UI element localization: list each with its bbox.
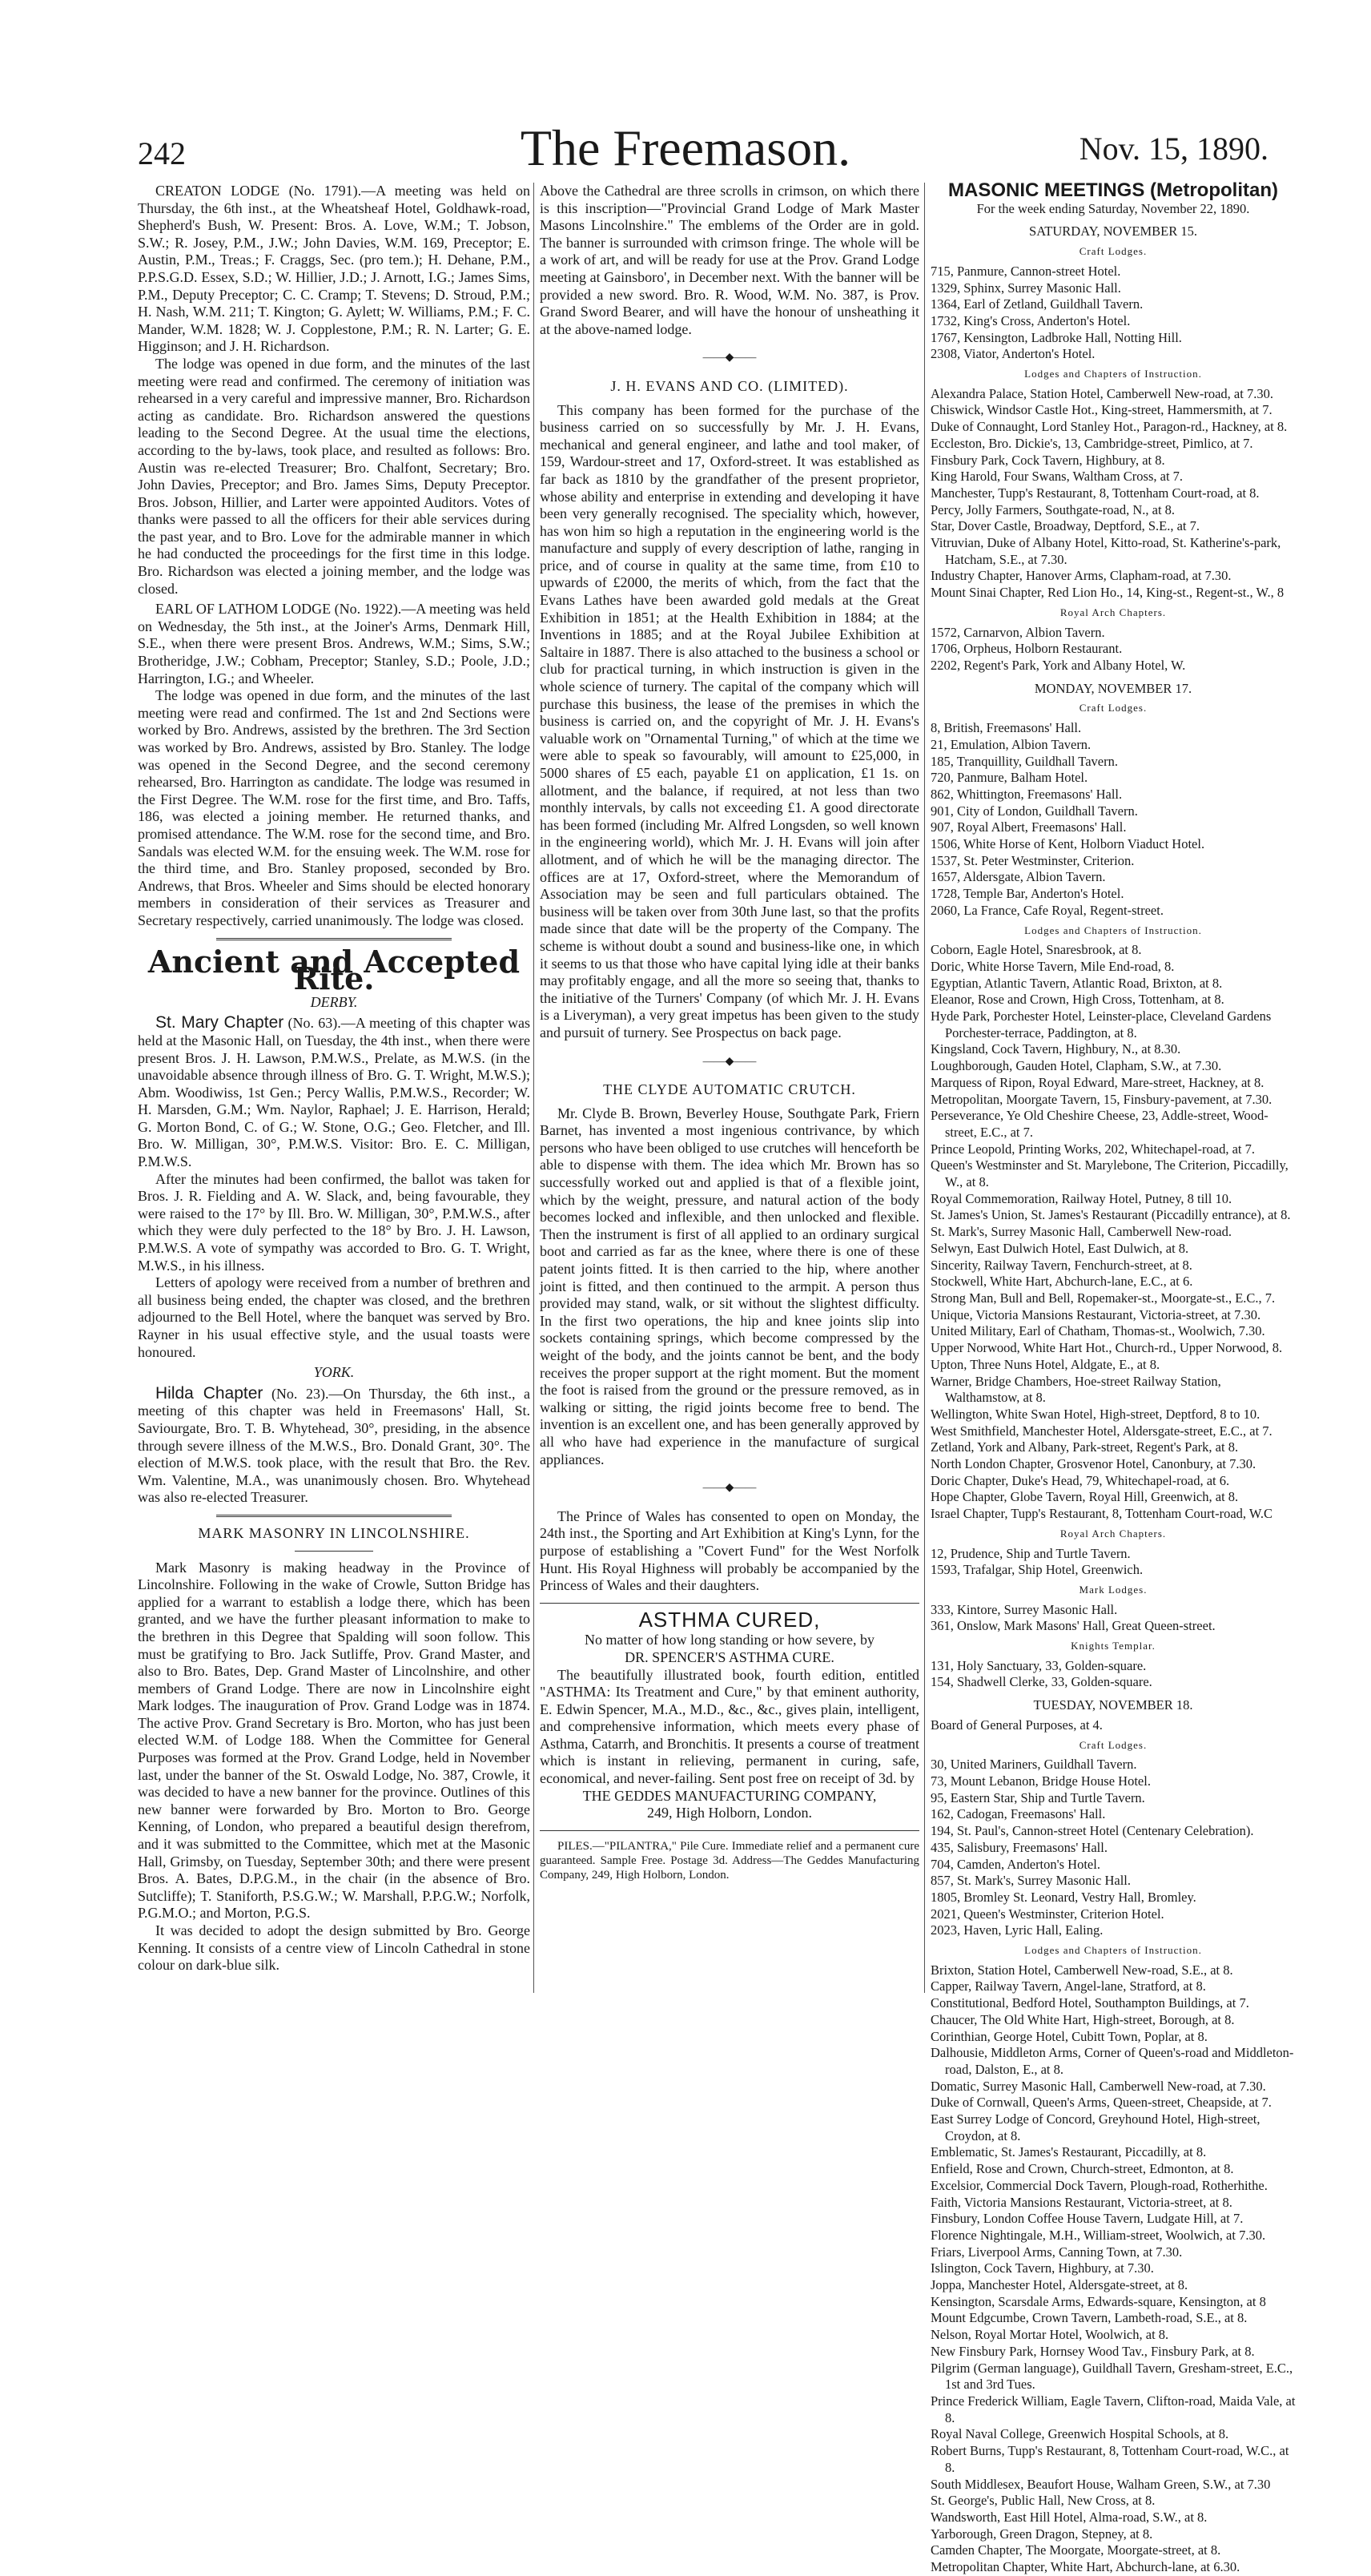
advert-rule: [540, 1830, 919, 1831]
meeting-entry: Domatic, Surrey Masonic Hall, Camberwell New-road, at 7.30.: [931, 2078, 1266, 2094]
meeting-entry: Robert Burns, Tupp's Restaurant, 8, Tottenham Court-road, W.C., at 8.: [931, 2443, 1289, 2475]
article-paragraph: The lodge was opened in due form, and the minutes of the last meeting were read and confirmed. The 1st and 2nd Sections were worked by Bro. Andrews, assisted by the brethren. The 3rd Section was worked by Bro. Andrews, assisted by Bro. Stanley. The lodge was opened in the Second Degree, and the second ceremony rehearsed, Bro. Harrington as candidate. The lodge was resumed in the First Degree. The W.M. rose for the first time, and Bro. Taffs, 186, was elected a joining member. He returned thanks, and promised attendance. The W.M. rose for the second time, and Bro. Sandals was elected W.M. for the ensuing week. The W.M. rose for the third time, and Bro. Stanley proposed, seconded by Bro. Andrews, that Bros. Wheeler and Sims should be elected honorary members in consideration of their services as Treasurer and Secretary respectively, carried unanimously. The lodge was closed.: [138, 687, 530, 928]
meeting-entry: 2021, Queen's Westminster, Criterion Hotel.: [931, 1906, 1164, 1922]
meeting-entry: 435, Salisbury, Freemasons' Hall.: [931, 1839, 1108, 1855]
page-number: 242: [138, 135, 186, 171]
article-paragraph: After the minutes had been confirmed, the ballot was taken for Bros. J. R. Fielding and A. W. Slack, and, being favourable, they were raised to the 17° by Ill. Bro. W. Milligan, 30°, P.M.W.S., after which they were duly perfected to the 18° by Bro. J. H. Lawson, P.M.W.S. A vote of sympathy was accorded to Bro. G. T. Wright, M.W.S., in his illness.: [138, 1170, 530, 1274]
meeting-entry: Loughborough, Gauden Hotel, Clapham, S.W., at 7.30.: [931, 1058, 1222, 1074]
chapter-name: Hilda Chapter: [155, 1383, 263, 1403]
meeting-entry: 131, Holy Sanctuary, 33, Golden-square.: [931, 1657, 1147, 1673]
article-clyde-crutch: Mr. Clyde B. Brown, Beverley House, Southgate Park, Friern Barnet, has invented a most ingenious contrivance, by which persons who have been obliged to use crutches will henceforth be able to dispense with them. The idea which Mr. Brown has so successfully worked out and applied is that of a flexible joint, which by the weight, pressure, and natural action of the body becomes locked and inflexible, and then unlocked and flexible. Then the instrument is first of all applied to an ordinary surgical boot and carried as far as the knee, where there is one of these patent joints fitted. It is then carried to the hip, where another joint is fitted, and then continued to the armpit. A person thus provided may stand, walk, or sit without the slightest difficulty. In the first two operations, the hip and knee joints slip into sockets containing springs, which become compressed by the weight of the body, and the joints cannot be bent, and the body receives the proper support at the right moment. But the moment the foot is raised from the ground or the pressure removed, as in walking or sitting, the rigid joints become free to bend. The invention is an excellent one, and has been generally approved by all who have had experience in the manufacture of surgical appliances.: [540, 1105, 919, 1467]
meetings-list: [931, 223, 1296, 2575]
meeting-entry: Vitruvian, Duke of Albany Hotel, Kitto-road, St. Katherine's-park, Hatcham, S.E., at 7.30.: [931, 535, 1281, 567]
meeting-entry: Duke of Connaught, Lord Stanley Hot., Paragon-rd., Hackney, at 8.: [931, 419, 1288, 435]
meeting-entry: Manchester, Tupp's Restaurant, 8, Tottenham Court-road, at 8.: [931, 485, 1260, 501]
meeting-entry: Selwyn, East Dulwich Hotel, East Dulwich, at 8.: [931, 1240, 1189, 1256]
advert-company: THE GEDDES MANUFACTURING COMPANY,: [582, 1787, 877, 1804]
article-evans: This company has been formed for the purchase of the business carried on so successfully by Mr. J. H. Evans, mechanical and general engineer, and lathe and tool maker, of 159, Wardour-street and 17, Oxford-street. It was established as far back as 1810 by the grandfather of the present proprietor, whose ability and enterprise in extending and developing it have been very generally recognised. The speciality which, however, has won him so high a reputation in the engineering world is the manufacture and supply of every description of lathe, ranging in price, and of course in quality at the same time, from £10 to upwards of £2000, the merits of which, from the fact that the Evans Lathes have been awarded gold medals at the Great Exhibition in 1851; at the Health Exhibition in 1884; at the Inventions in 1885; and at the Royal Jubilee Exhibition at Saltaire in 1887. There is also attached to the business a school or club for practical turning, in which instruction is given in the whole science of turnery. The capital of the company which will purchase this business, the lease of the premises in which the business is carried on, and the copyright of Mr. J. H. Evans's valuable work on "Ornamental Turning," of which at the time we were able to speak so favourably, will amount to £25,000, in 5000 shares of £5 each, payable £1 on application, £1 1s. on allotment, and the balance, if required, at not less than two monthly intervals, by calls not exceeding £1. A good directorate has been formed (including Mr. Alfred Longsden, so well known in the engineering world), which Mr. J. H. Evans will join after allotment, and of which he will be the managing director. The offices are at 17, Oxford-street, where the Memorandum of Association may be seen and full particulars obtained. The business will be taken over from 30th June last, so that the profits made since that date will be the property of the Company. The scheme is without doubt a sound and business-like one, in which it seems to us that those who have capital lying idle at their banks may profitably engage, and all the more so seeing that, thanks to the initiative of the Turners' Company (of which Mr. J. H. Evans is a Liveryman), a very great impetus has been given to the study and pursuit of turnery. See Prospectus on back page.: [540, 401, 919, 1040]
meeting-entry: Board of General Purposes, at 4.: [931, 1717, 1103, 1733]
advert-address: 249, High Holborn, London.: [647, 1805, 812, 1821]
meeting-entry: Queen's Westminster and St. Marylebone, The Criterion, Piccadilly, W., at 8.: [931, 1157, 1289, 1190]
meeting-entry: 1364, Earl of Zetland, Guildhall Tavern.: [931, 296, 1144, 312]
meeting-entry: 1706, Orpheus, Holborn Restaurant.: [931, 641, 1123, 657]
meeting-entry: 1732, King's Cross, Anderton's Hotel.: [931, 312, 1131, 328]
meeting-entry: St. Mark's, Surrey Masonic Hall, Camberwell New-road.: [931, 1224, 1232, 1240]
article-paragraph: The lodge was opened in due form, and the minutes of the last meeting were read and confirmed. The ceremony of initiation was rehearsed in a very careful and impressive manner, Bro. Richardson acting as candidate. Bro. Richardson answered the questions leading to the Second Degree. At the usual time the elections, according to the by-laws, took place, and resulted as follows: Bro. Austin was re-elected Treasurer; Bro. Chalfont, Secretary; Bro. John Davies, Preceptor; and Bro. James Sims, Deputy Preceptor. Bros. Jobson, Hillier, and Larter were appointed Auditors. Votes of thanks were passed to all the officers for their able services during the past year, and to Bro. Love for the admirable manner in which he had conducted the proceedings for the first time in this lodge. Bro. Richardson was elected a joining member, and the lodge was closed.: [138, 355, 530, 597]
meeting-entry: 73, Mount Lebanon, Bridge House Hotel.: [931, 1773, 1151, 1789]
section-heading-ancient-rite: Ancient and Accepted Rite.: [147, 943, 521, 997]
article-paragraph: Letters of apology were received from a number of brethren and all business being ended, the chapter was closed, and the brethren adjourned to the Bell Hotel, where the banquet was served by Bro. Rayner in his usual effective style, and the usual toasts were honoured.: [138, 1274, 530, 1360]
meeting-entry: Florence Nightingale, M.H., William-street, Woolwich, at 7.30.: [931, 2227, 1266, 2243]
meeting-entry: Chiswick, Windsor Castle Hot., King-street, Hammersmith, at 7.: [931, 402, 1272, 418]
section-rule: [216, 938, 452, 940]
meeting-entry: Constitutional, Bedford Hotel, Southampton Buildings, at 7.: [931, 1995, 1249, 2011]
meeting-entry: 2023, Haven, Lyric Hall, Ealing.: [931, 1922, 1104, 1938]
meeting-entry: St. George's, Public Hall, New Cross, at 8.: [931, 2493, 1156, 2509]
meeting-kind-heading: Royal Arch Chapters.: [1059, 1527, 1167, 1540]
meeting-kind-heading: Knights Templar.: [1071, 1640, 1156, 1652]
meeting-entry: Finsbury, London Coffee House Tavern, Ludgate Hill, at 7.: [931, 2211, 1244, 2227]
meeting-entry: Royal Commemoration, Railway Hotel, Putney, 8 till 10.: [931, 1190, 1232, 1206]
chapter-name: St. Mary Chapter: [155, 1013, 284, 1032]
meeting-entry: Upper Norwood, White Hart Hot., Church-rd., Upper Norwood, 8.: [931, 1340, 1283, 1356]
section-rule: [216, 1515, 452, 1517]
meeting-entry: Percy, Jolly Farmers, Southgate-road, N., at 8.: [931, 501, 1176, 517]
article-text: (No. 23).—On Thursday, the 6th inst., a meeting of this chapter was held in Freemasons' Hall, St. Saviourgate, Bro. T. B. Whytehead, 30°, presiding, in the absence through severe illness of the M.W.S., Bro. Donald Grant, 30°. The election of M.W.S. took place, with the result that Bro. the Rev. Wm. Valentine, M.A., was unanimously chosen. Bro. Whytehead was also re-elected Treasurer.: [138, 1385, 530, 1506]
meeting-entry: Unique, Victoria Mansions Restaurant, Victoria-street, at 7.30.: [931, 1306, 1261, 1322]
meeting-entry: 194, St. Paul's, Cannon-street Hotel (Centenary Celebration).: [931, 1823, 1254, 1839]
meeting-entry: Stockwell, White Hart, Abchurch-lane, E.C., at 6.: [931, 1274, 1193, 1290]
day-heading: SATURDAY, NOVEMBER 15.: [1029, 223, 1197, 239]
meeting-entry: Brixton, Station Hotel, Camberwell New-road, S.E., at 8.: [931, 1962, 1233, 1978]
meeting-entry: South Middlesex, Beaufort House, Walham Green, S.W., at 7.30: [931, 2476, 1271, 2492]
meeting-kind-heading: Mark Lodges.: [1079, 1583, 1148, 1596]
meeting-entry: 1805, Bromley St. Leonard, Vestry Hall, Bromley.: [931, 1889, 1196, 1905]
meeting-entry: United Military, Earl of Chatham, Thomas-st., Woolwich, 7.30.: [931, 1323, 1265, 1339]
meeting-entry: Metropolitan, Moorgate Tavern, 15, Finsbury-pavement, at 7.30.: [931, 1091, 1272, 1107]
meeting-entry: 862, Whittington, Freemasons' Hall.: [931, 786, 1123, 802]
meeting-kind-heading: Craft Lodges.: [1079, 245, 1148, 258]
meeting-entry: North London Chapter, Grosvenor Hotel, Canonbury, at 7.30.: [931, 1456, 1256, 1472]
advert-subline: No matter of how long standing or how severe, by: [585, 1632, 874, 1648]
meeting-entry: Finsbury Park, Cock Tavern, Highbury, at 8.: [931, 452, 1165, 468]
meeting-entry: 901, City of London, Guildhall Tavern.: [931, 803, 1138, 819]
meeting-entry: Enfield, Rose and Crown, Church-street, Edmonton, at 8.: [931, 2161, 1234, 2177]
section-heading-evans: J. H. EVANS AND CO. (LIMITED).: [610, 377, 849, 394]
meeting-entry: 1657, Aldersgate, Albion Tavern.: [931, 869, 1106, 885]
meeting-entry: Hyde Park, Porchester Hotel, Leinster-place, Cleveland Gardens Porchester-terrace, Paddington, at 8.: [931, 1008, 1272, 1040]
advert-piles: PILES.—"PILANTRA," Pile Cure. Immediate relief and a permanent cure guaranteed. Sample Free. Postage 3d. Address—The Geddes Manufacturing Company, 249, High Holborn, London.: [540, 1839, 919, 1882]
meeting-entry: Perseverance, Ye Old Cheshire Cheese, 23, Addle-street, Wood-street, E.C., at 7.: [931, 1108, 1268, 1140]
meeting-entry: 333, Kintore, Surrey Masonic Hall.: [931, 1601, 1118, 1617]
meeting-entry: Sincerity, Railway Tavern, Fenchurch-street, at 8.: [931, 1257, 1192, 1273]
meeting-entry: Mount Edgcumbe, Crown Tavern, Lambeth-road, S.E., at 8.: [931, 2310, 1248, 2326]
meeting-entry: Nelson, Royal Mortar Hotel, Woolwich, at 8.: [931, 2327, 1169, 2343]
meeting-entry: 704, Camden, Anderton's Hotel.: [931, 1856, 1100, 1872]
meeting-entry: Zetland, York and Albany, Park-street, Regent's Park, at 8.: [931, 1439, 1239, 1455]
meeting-entry: Eccleston, Bro. Dickie's, 13, Cambridge-street, Pimlico, at 7.: [931, 435, 1253, 451]
meeting-entry: Royal Naval College, Greenwich Hospital Schools, at 8.: [931, 2426, 1229, 2442]
meeting-entry: Emblematic, St. James's Restaurant, Piccadilly, at 8.: [931, 2144, 1207, 2160]
meeting-kind-heading: Lodges and Chapters of Instruction.: [1024, 1944, 1202, 1957]
meeting-entry: 1506, White Horse of Kent, Holborn Viaduct Hotel.: [931, 836, 1205, 852]
meeting-entry: 185, Tranquillity, Guildhall Tavern.: [931, 753, 1118, 769]
newspaper-title: The Freemason.: [520, 119, 851, 176]
meeting-entry: 1537, St. Peter Westminster, Criterion.: [931, 852, 1135, 868]
column-rule: [924, 183, 925, 1993]
meeting-entry: Chaucer, The Old White Hart, High-street, Borough, at 8.: [931, 2011, 1235, 2027]
article-prince-of-wales: The Prince of Wales has consented to open on Monday, the 24th inst., the Sporting and Art Exhibition at King's Lynn, for the purpose of establishing a "Covert Fund" for the West Norfolk Hunt. His Royal Highness will probably be accompanied by the Princess of Wales and their daughters.: [540, 1507, 919, 1594]
article-text: (No. 63).—A meeting of this chapter was held at the Masonic Hall, on Tuesday, the 4th inst., when there were present Bros. J. H. Lawson, P.M.W.S., Prelate, as M.W.S. (in the unavoidable absence through illness of Bro. G. T. Wright, M.W.S.); Abm. Woodiwiss, 1st Gen.; Percy Wallis, P.M.W.S., Recorder; W. H. Marsden, G.M.; Wm. Naylor, Raphael; J. E. Harrison, Herald; G. Morton Bond, C. of G.; W. Stone, O.G.; Geo. Fletcher, and Ill. Bro. W. Milligan, 30°, P.M.W.S. Visitor: Bro. E. C. Milligan, P.M.W.S.: [138, 1015, 530, 1170]
day-heading: MONDAY, NOVEMBER 17.: [1034, 680, 1192, 696]
advert-asthma-text: The beautifully illustrated book, fourth edition, entitled "ASTHMA: Its Treatment and Cure," by that eminent authority, E. Edwin Spencer, M.A., M.D., &c., &c., gives plain, intelligent, and comprehensive information, which meets every phase of Asthma, Catarrh, and Bronchitis. It presents a course of treatment which is instant in relieving, permanent in curing, safe, economical, and never-failing. Sent post free on receipt of 3d. by: [540, 1666, 919, 1787]
section-heading-clyde: THE CLYDE AUTOMATIC CRUTCH.: [603, 1081, 856, 1098]
meeting-entry: 162, Cadogan, Freemasons' Hall.: [931, 1806, 1106, 1822]
meeting-entry: Wellington, White Swan Hotel, High-street, Deptford, 8 to 10.: [931, 1406, 1260, 1422]
meeting-entry: Camden Chapter, The Moorgate, Moorgate-street, at 8.: [931, 2542, 1221, 2558]
meeting-entry: Metropolitan Chapter, White Hart, Abchurch-lane, at 6.30.: [931, 2559, 1240, 2575]
article-st-mary-chapter: [138, 1014, 530, 1170]
meeting-entry: Excelsior, Commercial Dock Tavern, Plough-road, Rotherhithe.: [931, 2177, 1268, 2193]
meeting-entry: Corinthian, George Hotel, Cubitt Town, Poplar, at 8.: [931, 2028, 1208, 2044]
meeting-entry: Prince Frederick William, Eagle Tavern, Clifton-road, Maida Vale, at 8.: [931, 2393, 1296, 2425]
meeting-entry: 2202, Regent's Park, York and Albany Hotel, W.: [931, 657, 1186, 673]
meeting-entry: Wandsworth, East Hill Hotel, Alma-road, S.W., at 8.: [931, 2509, 1208, 2525]
column-rule: [533, 183, 534, 1993]
meeting-kind-heading: Craft Lodges.: [1079, 1738, 1148, 1751]
place-heading-york: YORK.: [313, 1364, 355, 1381]
article-hilda-chapter: [138, 1385, 530, 1507]
meeting-entry: Duke of Cornwall, Queen's Arms, Queen-street, Cheapside, at 7.: [931, 2095, 1272, 2111]
article-paragraph: It was decided to adopt the design submitted by Bro. George Kenning. It consists of a centre view of Lincoln Cathedral in stone colour on dark-blue silk.: [138, 1922, 530, 1974]
meeting-entry: St. James's Union, St. James's Restaurant (Piccadilly entrance), at 8.: [931, 1207, 1291, 1223]
advert-subline: DR. SPENCER'S ASTHMA CURE.: [625, 1648, 834, 1665]
column-1: [138, 183, 530, 1974]
meeting-entry: 907, Royal Albert, Freemasons' Hall.: [931, 819, 1127, 835]
ornament-divider: ——◆——: [702, 352, 757, 364]
meeting-entry: Hope Chapter, Globe Tavern, Royal Hill, Greenwich, at 8.: [931, 1489, 1239, 1505]
meeting-entry: Egyptian, Atlantic Tavern, Atlantic Road, Brixton, at 8.: [931, 975, 1223, 991]
meeting-entry: Eleanor, Rose and Crown, High Cross, Tottenham, at 8.: [931, 992, 1224, 1008]
meeting-entry: Joppa, Manchester Hotel, Aldersgate-street, at 8.: [931, 2277, 1188, 2293]
meeting-entry: Faith, Victoria Mansions Restaurant, Victoria-street, at 8.: [931, 2194, 1232, 2210]
article-cathedral-banner: Above the Cathedral are three scrolls in crimson, on which there is this inscription—"Provincial Grand Lodge of Mark Master Masons Lincolnshire." The emblems of the Order are in gold. The banner is surrounded with crimson fringe. The whole will be a work of art, and will be ready for use at the Prov. Grand Lodge meeting at Gainsboro', in December next. With the banner will be provided a new sword. Bro. R. Wood, W.M. No. 387, is Prov. Grand Sword Bearer, and will have the honour of unsheathing it at the above-named lodge.: [540, 183, 919, 337]
meeting-entry: Dalhousie, Middleton Arms, Corner of Queen's-road and Middleton-road, Dalston, E., at 8.: [931, 2045, 1294, 2077]
meeting-entry: 2308, Viator, Anderton's Hotel.: [931, 346, 1096, 362]
masonic-meetings-heading: MASONIC MEETINGS (Metropolitan): [948, 179, 1278, 201]
meeting-entry: 1593, Trafalgar, Ship Hotel, Greenwich.: [931, 1562, 1144, 1578]
day-heading: TUESDAY, NOVEMBER 18.: [1033, 1697, 1193, 1713]
meeting-entry: 361, Onslow, Mark Masons' Hall, Great Queen-street.: [931, 1618, 1216, 1634]
ornament-divider: ——◆——: [702, 1055, 757, 1068]
meeting-entry: 1572, Carnarvon, Albion Tavern.: [931, 624, 1105, 640]
meeting-entry: Yarborough, Green Dragon, Stepney, at 8.: [931, 2526, 1153, 2542]
advert-heading-asthma: ASTHMA CURED,: [638, 1607, 821, 1632]
meeting-entry: 1728, Temple Bar, Anderton's Hotel.: [931, 886, 1124, 902]
meeting-entry: Doric Chapter, Duke's Head, 79, Whitechapel-road, at 6.: [931, 1472, 1230, 1488]
meeting-kind-heading: Craft Lodges.: [1079, 702, 1148, 714]
meeting-entry: Strong Man, Bull and Bell, Ropemaker-st., Moorgate-st., E.C., 7.: [931, 1290, 1276, 1306]
meeting-entry: Industry Chapter, Hanover Arms, Clapham-road, at 7.30.: [931, 568, 1232, 584]
meeting-entry: 1767, Kensington, Ladbroke Hall, Notting Hill.: [931, 329, 1182, 345]
meeting-entry: Kingsland, Cock Tavern, Highbury, N., at 8.30.: [931, 1041, 1181, 1057]
meeting-entry: 2060, La France, Cafe Royal, Regent-street.: [931, 902, 1164, 918]
masonic-meetings-subheading: For the week ending Saturday, November 22, 1890.: [976, 200, 1250, 216]
meeting-entry: 21, Emulation, Albion Tavern.: [931, 736, 1092, 752]
meeting-entry: Marquess of Ripon, Royal Edward, Mare-street, Hackney, at 8.: [931, 1074, 1264, 1090]
meeting-entry: Islington, Cock Tavern, Highbury, at 7.30.: [931, 2260, 1154, 2276]
meeting-entry: Coborn, Eagle Hotel, Snaresbrook, at 8.: [931, 942, 1142, 958]
meeting-entry: West Smithfield, Manchester Hotel, Aldersgate-street, E.C., at 7.: [931, 1423, 1272, 1439]
meeting-entry: 12, Prudence, Ship and Turtle Tavern.: [931, 1545, 1131, 1561]
meeting-kind-heading: Royal Arch Chapters.: [1059, 606, 1167, 618]
meeting-entry: Warner, Bridge Chambers, Hoe-street Railway Station, Walthamstow, at 8.: [931, 1373, 1221, 1406]
meeting-entry: 720, Panmure, Balham Hotel.: [931, 770, 1088, 786]
section-heading-mark-masonry: MARK MASONRY IN LINCOLNSHIRE.: [198, 1524, 470, 1541]
article-lathom-lodge: EARL OF LATHOM LODGE (No. 1922).—A meeting was held on Wednesday, the 5th inst., at the Joiner's Arms, Denmark Hill, S.E., when there were present Bros. Andrews, W.M.; Sims, S.W.; Brotheridge, J.W.; Cobham, Preceptor; Stanley, S.D.; Poole, J.D.; Harrington, I.G.; and Wheeler.: [138, 601, 530, 686]
meeting-entry: 30, United Mariners, Guildhall Tavern.: [931, 1757, 1137, 1773]
meeting-entry: Friars, Liverpool Arms, Canning Town, at 7.30.: [931, 2244, 1183, 2260]
meeting-entry: 1329, Sphinx, Surrey Masonic Hall.: [931, 280, 1121, 296]
meeting-kind-heading: Lodges and Chapters of Instruction.: [1024, 368, 1202, 380]
heading-rule: [295, 1551, 373, 1552]
ornament-divider: ——◆——: [702, 1482, 757, 1495]
meeting-entry: Doric, White Horse Tavern, Mile End-road, 8.: [931, 958, 1175, 974]
meeting-kind-heading: Lodges and Chapters of Instruction.: [1024, 924, 1202, 936]
issue-date: Nov. 15, 1890.: [1079, 131, 1268, 167]
meeting-entry: King Harold, Four Swans, Waltham Cross, at 7.: [931, 469, 1184, 485]
meeting-entry: Israel Chapter, Tupp's Restaurant, 8, Tottenham Court-road, W.C: [931, 1506, 1273, 1522]
meeting-entry: Prince Leopold, Printing Works, 202, Whitechapel-road, at 7.: [931, 1141, 1255, 1157]
meeting-entry: 8, British, Freemasons' Hall.: [931, 720, 1082, 736]
advert-rule: [540, 1603, 919, 1604]
article-mark-masonry: Mark Masonry is making headway in the Province of Lincolnshire. Following in the wake of Crowle, Sutton Bridge has applied for a warrant to establish a lodge there, which has been granted, and we have the further pleasant information to make to the brethren in this Degree that Spalding will soon follow. This must be gratifying to Bro. Jack Sutliffe, Prov. Grand Master, and also to Bro. Bates, Dep. Grand Master of Lincolnshire, and other members of Grand Lodge. There are now in Lincolnshire eight Mark lodges. The inauguration of Prov. Grand Lodge was in 1874. The active Prov. Grand Secretary is Bro. Morton, who has just been elected W.M. of Lodge 188. When the Committee for General Purposes was formed at the Prov. Grand Lodge, held in November last, under the banner of the St. Oswald Lodge, No. 387, Crowle, it was decided to have a new banner for the province. Outlines of this new banner were forwarded by Bro. Morton to Bro. George Kenning, of London, who prepared a beautiful design therefrom, and it was submitted to the Committee, which met at the Masonic Hall, Grimsby, on Tuesday, September 30th; and there were present Bros. A. Bates, D.P.G.M., in the chair (in the absence of Bro. Sutcliffe); T. Staniforth, P.S.G.W.; W. Marshall, P.P.G.W.; Norfolk, P.G.M.O.; and Morton, P.G.S.: [138, 1559, 530, 1922]
article-creaton-lodge: CREATON LODGE (No. 1791).—A meeting was held on Thursday, the 6th inst., at the Wheatsheaf Hotel, Goldhawk-road, Shepherd's Bush, W. Present: Bros. A. Love, W.M.; T. Jobson, S.W.; R. Josey, P.M., J.W.; John Davies, W.M. 169, Preceptor; E. Austin, P.M., Treas.; F. Craggs, Sec. (pro tem.); H. Dehane, P.M., P.P.S.G.D. Essex, S.D.; W. Hillier, J.D.; J. Arnott, I.G.; James Sims, P.M., Deputy Preceptor; C. C. Cramp; T. Stevens; D. Stroud, P.M.; H. Nash, W.M. 211; T. Kington; G. Aylett; W. Williams, P.M.; F. C. Mander, W.M. 1828; W. J. Copplestone, P.M.; R. N. Larter; G. E. Higginson; and J. H. Richardson.: [138, 183, 530, 355]
meeting-entry: Alexandra Palace, Station Hotel, Camberwell New-road, at 7.30.: [931, 385, 1273, 401]
place-heading-derby: DERBY.: [310, 993, 358, 1010]
meeting-entry: East Surrey Lodge of Concord, Greyhound Hotel, High-street, Croydon, at 8.: [931, 2111, 1260, 2143]
meeting-entry: Mount Sinai Chapter, Red Lion Ho., 14, King-st., Regent-st., W., 8: [931, 585, 1285, 601]
meeting-entry: 715, Panmure, Cannon-street Hotel.: [931, 263, 1121, 279]
meeting-entry: Pilgrim (German language), Guildhall Tavern, Gresham-street, E.C., 1st and 3rd Tues.: [931, 2360, 1293, 2393]
meeting-entry: Capper, Railway Tavern, Angel-lane, Stratford, at 8.: [931, 1978, 1206, 1994]
meeting-entry: 857, St. Mark's, Surrey Masonic Hall.: [931, 1873, 1131, 1889]
meeting-entry: 95, Eastern Star, Ship and Turtle Tavern.: [931, 1789, 1145, 1805]
meeting-entry: New Finsbury Park, Hornsey Wood Tav., Finsbury Park, at 8.: [931, 2343, 1255, 2359]
meeting-entry: Kensington, Scarsdale Arms, Edwards-square, Kensington, at 8: [931, 2293, 1266, 2309]
column-2: [540, 183, 919, 1882]
meeting-entry: Star, Dover Castle, Broadway, Deptford, S.E., at 7.: [931, 518, 1200, 534]
meeting-entry: Upton, Three Nuns Hotel, Aldgate, E., at 8.: [931, 1356, 1160, 1372]
column-3-masonic-meetings: [931, 179, 1296, 2576]
meeting-entry: 154, Shadwell Clerke, 33, Golden-square.: [931, 1674, 1152, 1690]
